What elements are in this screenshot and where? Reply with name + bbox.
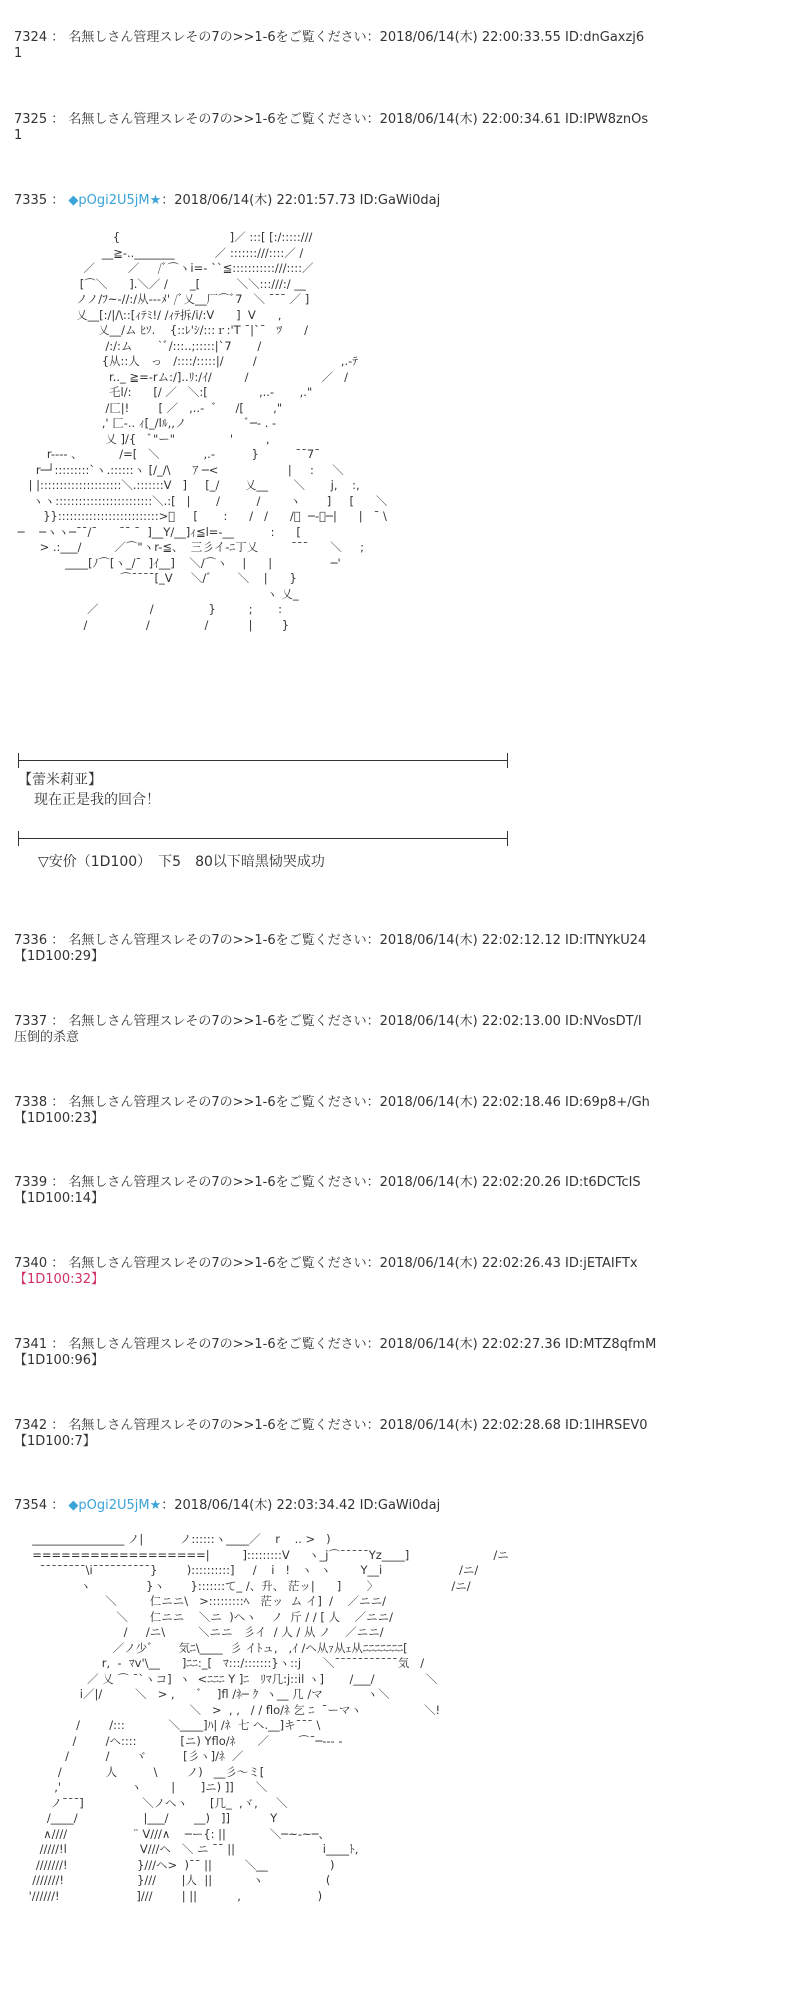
trip-code: ◆pOgi2U5jM★ <box>68 1498 162 1513</box>
speech-block <box>18 770 160 810</box>
dice-result: 【1D100:23】 <box>14 1111 105 1126</box>
divider-bottom <box>18 838 508 839</box>
dice-result: 【1D100:7】 <box>14 1434 96 1449</box>
ascii-art-remilia: { ]／ :::[ [:/:::::/// __≧-.._______ ／ :::::::///::::／ / ／ ／ /ﾞ⌒ヽi=‐ ``≦:::::::::::///::::／ [⌒＼ ].＼／ / _[ ＼＼:::///:/ __ ノノ/ﾌ~-//:/从---ﾒ' /ﾞ乂__厂⌒ﾞ7 ＼ ¯¯¯ ／ ] 乂__[:/|/\::[ｨﾃﾐ!/ /ｨﾃ拆/i/:V ] V , 乂__/ム ﾋｿ. {::ﾚ'ｼ/:::ｒ:'T ¯|`¯ ﾂ / /:/:ム `ﾞ/:::..;:::::|`7 / {从::人 っ /::::/:::::|/ / ,.-ﾃ r.._ ≧=-rム:/]..ﾘ:/ｲ/ / ／ / 乇l/: [/ ／ ＼:[ ,..- ,." /匚|! [ ／ ,..- ﾞ /[ ," ,' 匚-.. ｨ[_/lﾙ,,ノ ﾞ─- . - 乂 ]/{ ﾞ"ー" ' , r---- 、 /=[ ＼ ,.- } ¯¯7¯ r─┘:::::::::`ヽ.::::::ヽ [/_/\ ｱ ─< | : ＼ | |:::::::::::::::::::::＼.:::::::V ] [_/ 乂__ ＼ j, :, ヽヽ:::::::::::::::::::::::::＼.:[ | / / ヽ ] [ ＼ }}::::::::::::::::::::::::::>ﾞ [ : / / /ﾞ ─-ﾞ─| | ¯ \ ─ ─ヽヽ─¯¯/¯ ¯¯ ¯ ]__Y/__]ｨ≦l=-__ : [ > .:___/ ／⌒"ヽr-≦、 三彡イ-ﾆ丁乂 ¯¯¯ ＼ ; ____[ﾉ⌒[ヽ_/¯ ]ｲ__] ＼/⌒ヽ | | ─' ⌒¯¯¯¯[_V ＼/ﾞ ＼ | } ヽ 乂_ ／ / } ; : / / / | } <box>17 230 388 632</box>
ascii-art-battle: ________________ ノ| ノ::::::ヽ____／ r .. > ) ==================| ]:::::::::V ヽ_j⌒¯¯¯¯¯Yz____] /ニ ¯¯¯¯¯¯¯¯\i¯¯¯¯¯¯¯¯¯¯} )::::::::::] / i ! ヽ ヽ Y__i /ニ/ ヽ }ヽ }:::::::て_ /、升、 茫ッ| ] 〉 /ニ/ ＼ 仁ニニ\ >:::::::::ﾍ 茫ッ ム イ] / ／ニニ/ ＼ 仁ニニ ＼ニ )ヘヽ ノ 斤 / / [ 人 ／ニニ/ / /ニ\ ＼ニニ 彡イ / 人 / 从 ノ ／ニニ/ ／ノ少ﾞ 気ﾆ\____ 彡 イﾄュ, ,ｲ /ヘ从ｧ从ｪ从ﾆﾆﾆﾆﾆﾆﾆ[ r, - ﾏv'\__ ]ﾆﾆ:_[ ﾏ:::/:::::::}ヽ::j ＼¯¯¯¯¯¯¯¯¯¯¯気 / ／ 乂 ⌒ ¯`ヽコ] ヽ <ﾆﾆﾆ Y ]ﾆ ﾘﾏ几:j::il ヽ] /___/ ＼ i／|/ ＼ > , ﾞ ]fl /ﾈ─ ｸ ヽ__ 几 /マ ヽ＼ ＼ > , , / / flo/ﾈ 乞 ﾆ ¯ーマヽ ＼! / /::: ＼____]ﾊ| /ﾈ 七 へ.__]キ¯¯¯ \ / /ヘ:::: [ニ) Yflo/ﾈ ／ ⌒¯─--- - / / ヾ [彡ヽ]/ﾈ ／ / 人 \ ノ) __彡～ミ[ ,' ヽ | ]ニ) ]] ＼ ノ¯¯¯] ＼ノへヽ [几_ ,ヾ, ＼ /____/ |___/ __) ]] Y ∧//// ¨ V///∧ ─ー{: || ＼─~-~─、 /////!l V///ヘ ＼ ニ ¯¯ || i____ﾄ, ///////! }///ヘ> )¯¯ || ＼__ ) ///////! }/// |人 || ヽ ( '//////! ]/// | || , ) <box>28 1532 509 1903</box>
post-meta: ：2018/06/14(木) 22:03:34.42 ID:GaWi0daj <box>161 1498 441 1513</box>
post-meta: ：2018/06/14(木) 22:01:57.73 ID:GaWi0daj <box>161 193 441 208</box>
post-header: 7336 ： 名無しさん管理スレその7の>>1-6をご覧ください：2018/06/14(木) 22:02:12.12 ID:ITNYkU24 <box>14 933 647 948</box>
speaker-name: 【蕾米莉亚】 <box>18 772 102 788</box>
post-header: 7342 ： 名無しさん管理スレその7の>>1-6をご覧ください：2018/06/14(木) 22:02:28.68 ID:1lHRSEV0 <box>14 1418 648 1433</box>
divider-cap <box>18 831 19 846</box>
post-header: 7339 ： 名無しさん管理スレその7の>>1-6をご覧ください：2018/06/14(木) 22:02:20.26 ID:t6DCTcIS <box>14 1175 641 1190</box>
post-7324 <box>14 30 644 62</box>
post-number: 7354 ： <box>14 1498 65 1513</box>
post-header: 7337 ： 名無しさん管理スレその7の>>1-6をご覧ください：2018/06/14(木) 22:02:13.00 ID:NVosDT/I <box>14 1014 642 1029</box>
divider-cap <box>507 831 508 846</box>
dice-result: 【1D100:14】 <box>14 1191 105 1206</box>
post-7354 <box>14 1498 440 1514</box>
post-header <box>14 1498 440 1514</box>
dice-result: 【1D100:96】 <box>14 1353 105 1368</box>
post-header: 7341 ： 名無しさん管理スレその7の>>1-6をご覧ください：2018/06/14(木) 22:02:27.36 ID:MTZ8qfmM <box>14 1337 657 1352</box>
dice-result-highlighted: 【1D100:32】 <box>14 1272 105 1287</box>
post-body: 1 <box>14 46 23 61</box>
post-header: 7324 ： 名無しさん管理スレその7の>>1-6をご覧ください：2018/06/14(木) 22:00:33.55 ID:dnGaxzj6 <box>14 30 645 45</box>
post-7325 <box>14 112 648 144</box>
post-header: 7338 ： 名無しさん管理スレその7の>>1-6をご覧ください：2018/06/14(木) 22:02:18.46 ID:69p8+/Gh <box>14 1095 650 1110</box>
post-7341 <box>14 1337 656 1369</box>
post-number: 7335 ： <box>14 193 65 208</box>
divider-top <box>18 760 508 761</box>
post-body: 1 <box>14 128 23 143</box>
post-7337 <box>14 1014 642 1046</box>
post-header: 7325 ： 名無しさん管理スレその7の>>1-6をご覧ください：2018/06/14(木) 22:00:34.61 ID:IPW8znOs <box>14 112 649 127</box>
speech-text: 现在正是我的回合！ <box>34 792 160 808</box>
post-7342 <box>14 1418 648 1450</box>
divider-cap <box>18 753 19 768</box>
post-7335 <box>14 193 440 209</box>
post-header: 7340 ： 名無しさん管理スレその7の>>1-6をご覧ください：2018/06/14(木) 22:02:26.43 ID:jETAIFTx <box>14 1256 638 1271</box>
post-7339 <box>14 1175 641 1207</box>
dice-result: 【1D100:29】 <box>14 949 105 964</box>
divider-cap <box>507 753 508 768</box>
post-7340 <box>14 1256 638 1288</box>
trip-code: ◆pOgi2U5jM★ <box>68 193 162 208</box>
post-7336 <box>14 933 646 965</box>
post-body: 压倒的杀意 <box>14 1030 80 1045</box>
anka-note: ▽安价（1D100） 下5 80以下暗黑恸哭成功 <box>38 854 325 870</box>
post-header <box>14 193 440 209</box>
post-7338 <box>14 1095 650 1127</box>
